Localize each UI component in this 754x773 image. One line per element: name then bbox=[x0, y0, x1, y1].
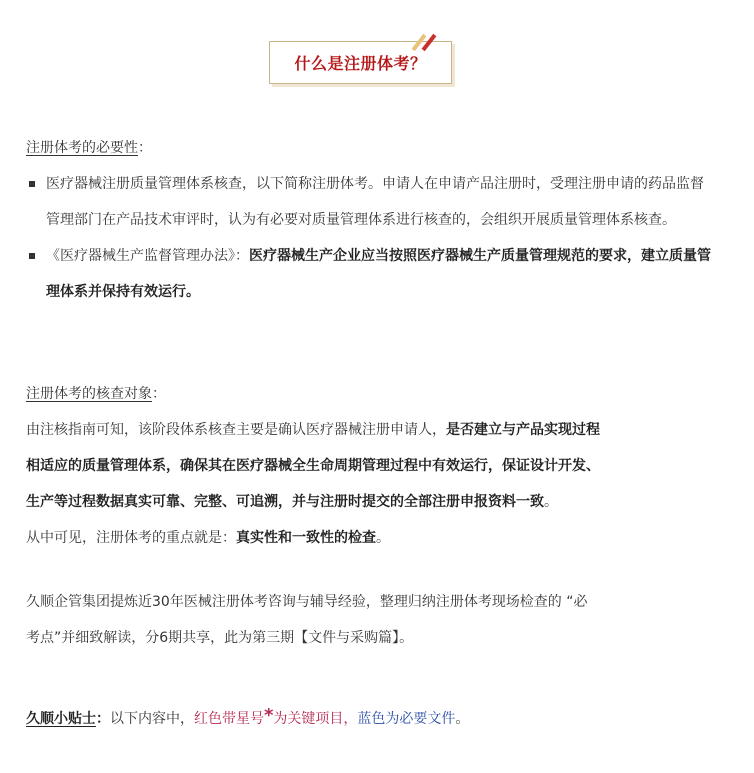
star-icon: * bbox=[264, 705, 274, 726]
targets-para2-plain: 从中可见，注册体考的重点就是： bbox=[26, 530, 236, 546]
section-title: 什么是注册体考？ bbox=[294, 54, 427, 73]
targets-para1-end: 。 bbox=[544, 494, 558, 510]
intro-section bbox=[26, 584, 706, 656]
tip-blue-label: 蓝色为必要文件 bbox=[357, 711, 456, 727]
targets-para1-bold-a: 是否建立与产品实现过程 bbox=[446, 422, 600, 438]
bullet-text bbox=[46, 238, 716, 310]
targets-para2-bold: 真实性和一致性的检查 bbox=[236, 530, 376, 546]
targets-section bbox=[26, 376, 706, 556]
list-item bbox=[26, 166, 716, 238]
intro-line-1: 久顺企管集团提炼近30年医械注册体考咨询与辅导经验，整理归纳注册体考现场检查的 “必 bbox=[26, 594, 588, 610]
list-item bbox=[26, 238, 716, 310]
targets-para1-bold-b: 相适应的质量管理体系，确保其在医疗器械全生命周期管理过程中有效运行，保证设计开发、 bbox=[26, 458, 600, 474]
regulation-name: 《医疗器械生产监督管理办法》： bbox=[46, 248, 249, 264]
tip-red-label: 红色带星号 bbox=[194, 711, 264, 727]
bullet-square-icon bbox=[29, 253, 35, 259]
bullet-square-icon bbox=[29, 181, 35, 187]
tip-end: 。 bbox=[455, 711, 470, 727]
tip-text: 以下内容中， bbox=[110, 711, 194, 727]
tip-section bbox=[26, 700, 706, 736]
targets-colon: ： bbox=[152, 386, 166, 402]
targets-para1-bold-c: 生产等过程数据真实可靠、完整、可追溯，并与注册时提交的全部注册申报资料一致 bbox=[26, 494, 544, 510]
necessity-list bbox=[26, 166, 716, 310]
tip-label: 久顺小贴士 bbox=[26, 711, 96, 727]
title-box bbox=[269, 41, 452, 84]
targets-heading: 注册体考的核查对象 bbox=[26, 386, 152, 402]
necessity-heading-line bbox=[26, 130, 706, 166]
tip-colon: ： bbox=[96, 711, 110, 727]
targets-para1-plain: 由注核指南可知，该阶段体系核查主要是确认医疗器械注册申请人， bbox=[26, 422, 446, 438]
targets-para2-end: 。 bbox=[376, 530, 390, 546]
intro-line-2: 考点”并细致解读，分6期共享，此为第三期【文件与采购篇】。 bbox=[26, 630, 414, 646]
necessity-heading: 注册体考的必要性 bbox=[26, 140, 138, 156]
regulation-requirement: 医疗器械生产企业应当按照医疗器械生产质量管理规范的要求，建立质量管理体系并保持有效运行。 bbox=[46, 248, 711, 300]
tip-red-label-2: 为关键项目， bbox=[273, 711, 358, 727]
bullet-text: 医疗器械注册质量管理体系核查，以下简称注册体考。申请人在申请产品注册时，受理注册申请的药品监督管理部门在产品技术审评时，认为有必要对质量管理体系进行核查的，会组织开展质量管理体系核查。 bbox=[46, 176, 704, 228]
necessity-colon: ： bbox=[138, 140, 152, 156]
